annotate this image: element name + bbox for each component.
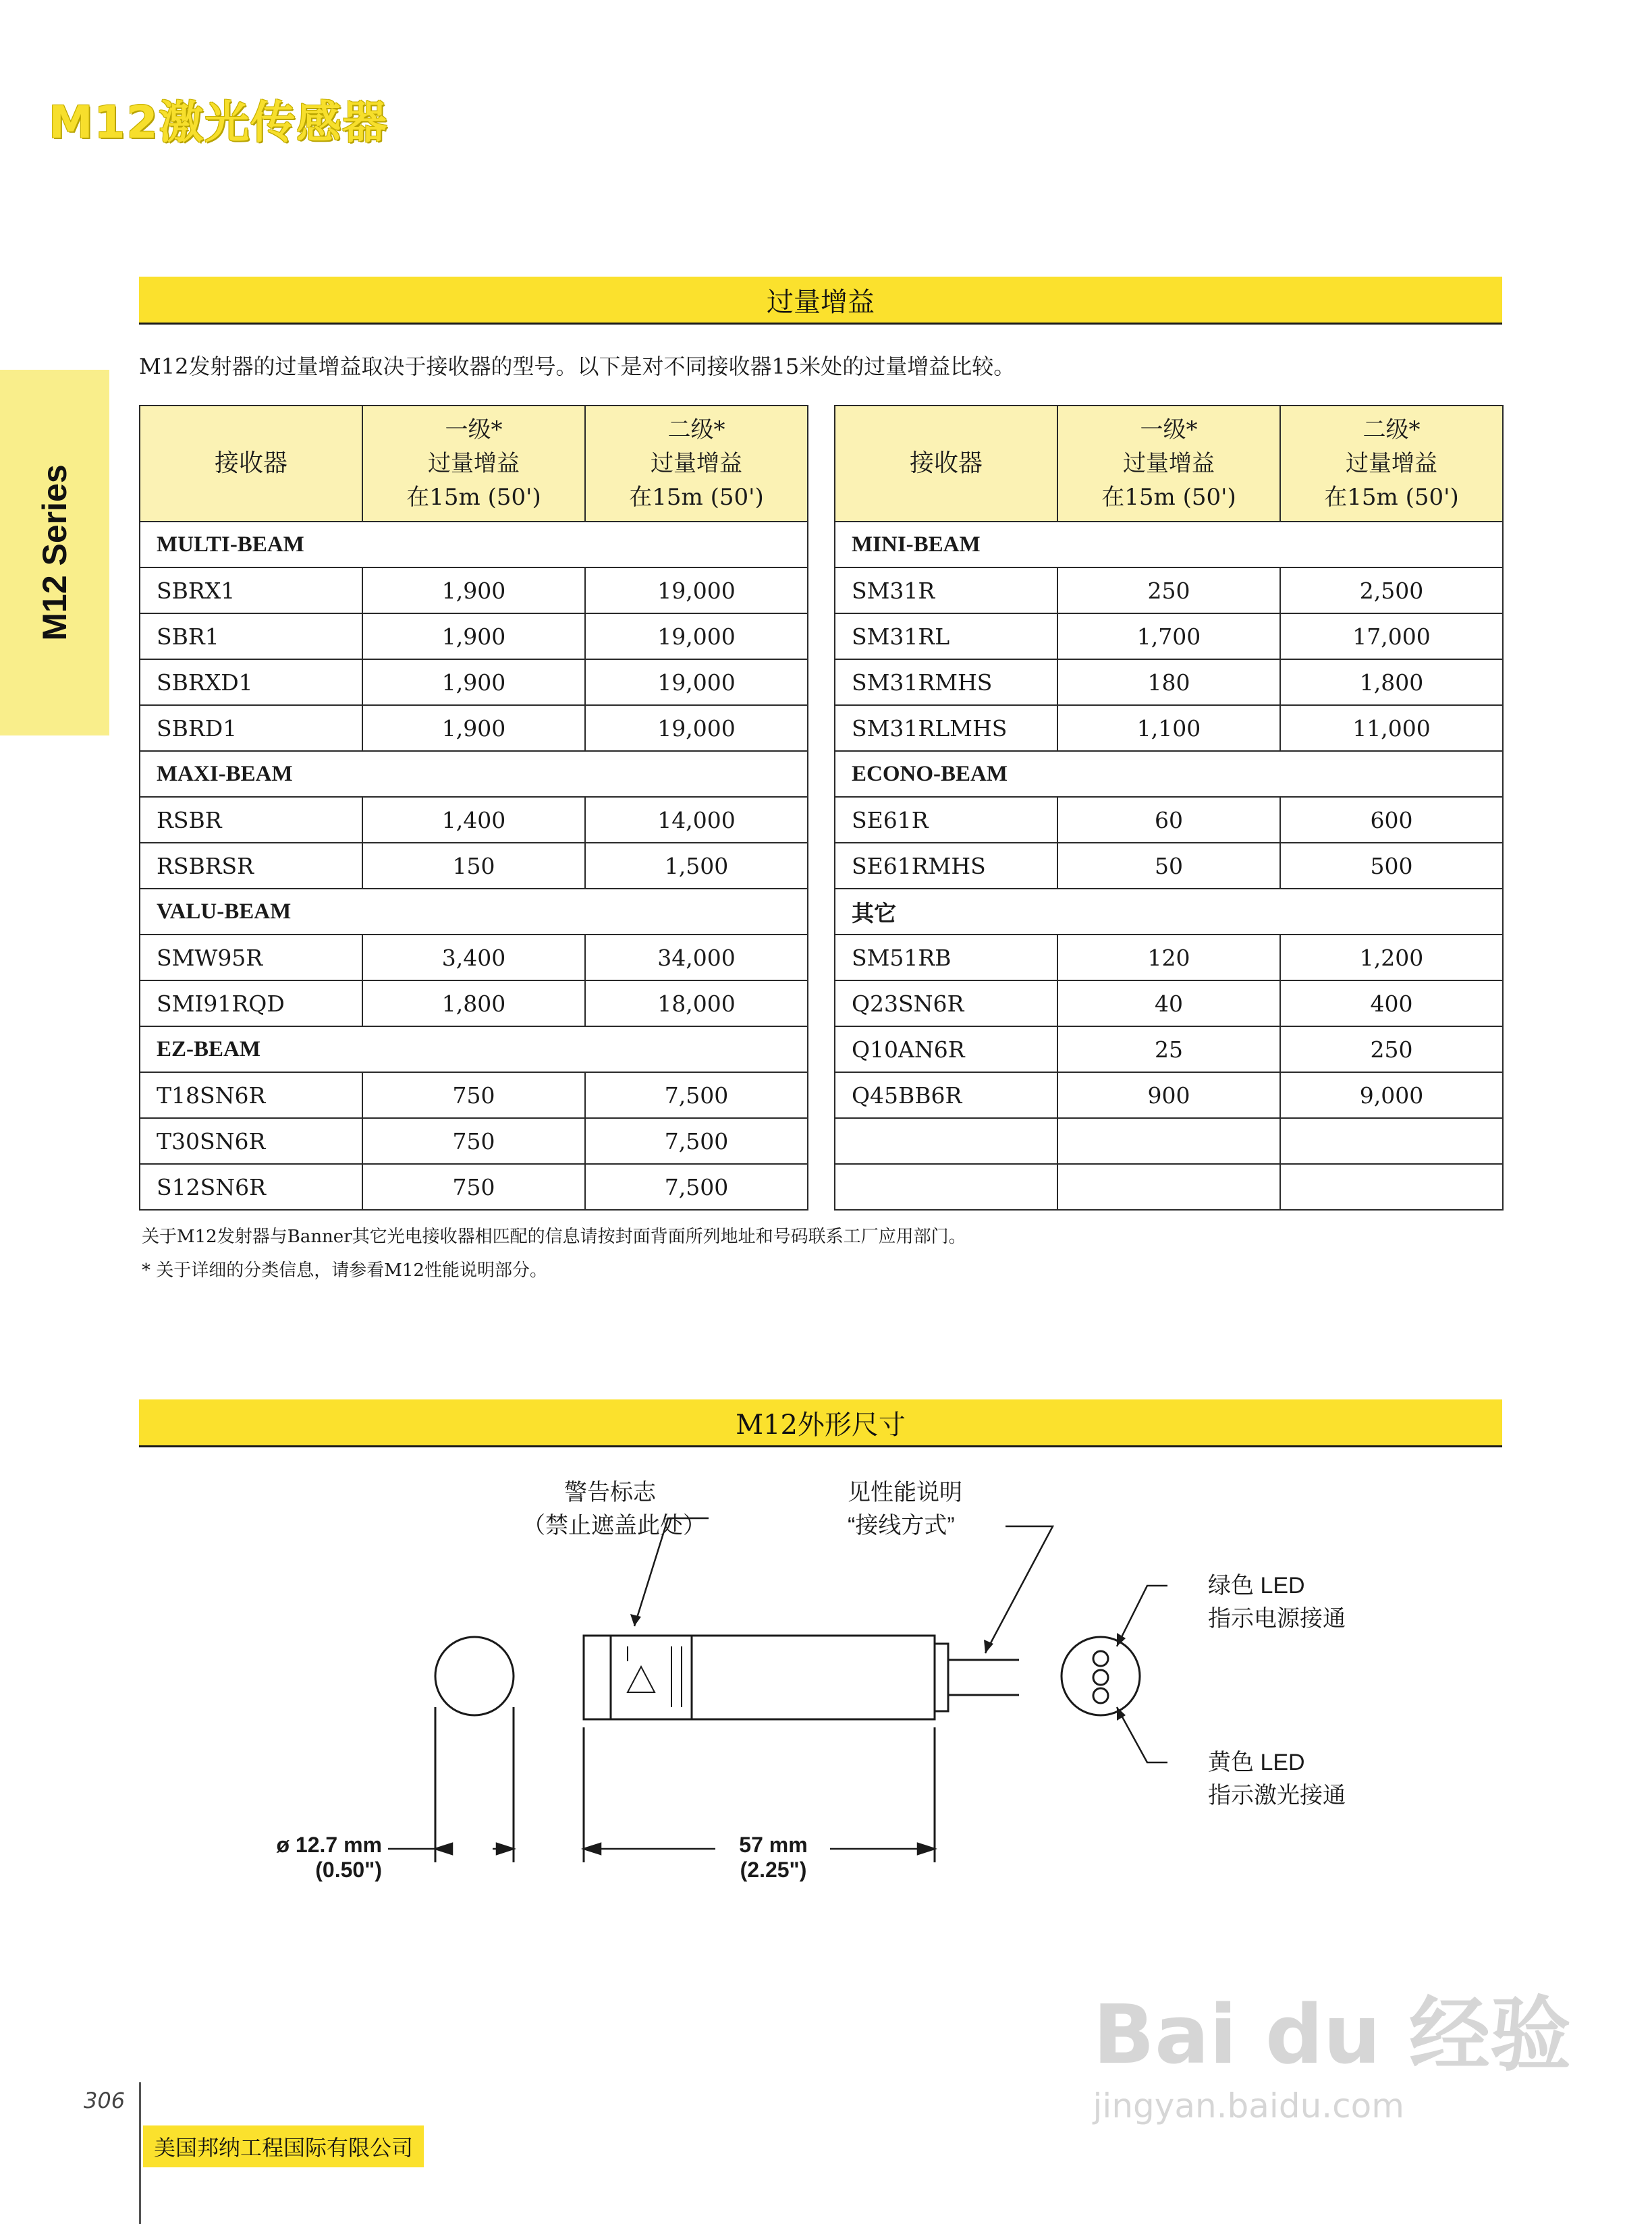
watermark-brand: Bai du 经验 bbox=[1093, 1989, 1571, 2082]
length-dimension bbox=[719, 1833, 827, 1883]
class1-gain-cell: 1,700 bbox=[1057, 613, 1280, 659]
receiver-cell: SM31RL bbox=[835, 613, 1057, 659]
class2-gain-cell: 7,500 bbox=[585, 1072, 808, 1118]
yellow-led-callout-line2: 指示激光接通 bbox=[1208, 1783, 1346, 1808]
page-number: 306 bbox=[84, 2088, 126, 2113]
diameter-imperial: (0.50") bbox=[315, 1858, 382, 1882]
wiring-leader bbox=[985, 1526, 1053, 1653]
class1-gain-cell: 750 bbox=[362, 1164, 585, 1210]
diameter-dimension bbox=[256, 1833, 382, 1883]
length-arrow-right bbox=[918, 1843, 935, 1854]
series-side-tab-label: M12 Series bbox=[36, 464, 74, 641]
class2-header-line3: 在15m (50') bbox=[1324, 484, 1459, 511]
class2-gain-cell: 19,000 bbox=[585, 567, 808, 613]
class1-gain-cell: 120 bbox=[1057, 935, 1280, 980]
group-label: VALU-BEAM bbox=[140, 889, 808, 935]
length-metric: 57 mm bbox=[739, 1833, 808, 1857]
class1-gain-cell: 900 bbox=[1057, 1072, 1280, 1118]
dimensions-section-title: M12外形尺寸 bbox=[139, 1399, 1502, 1447]
diameter-arrow-left bbox=[435, 1843, 452, 1854]
sensor-end-view bbox=[435, 1637, 514, 1715]
watermark-url: jingyan.baidu.com bbox=[1093, 2086, 1404, 2125]
wiring-callout-line1: 见性能说明 bbox=[848, 1480, 962, 1505]
class1-gain-cell: 1,900 bbox=[362, 613, 585, 659]
excess-gain-section-title: 过量增益 bbox=[139, 277, 1502, 325]
group-label: ECONO-BEAM bbox=[835, 751, 1503, 797]
class1-header-line3: 在15m (50') bbox=[1101, 484, 1236, 511]
receiver-cell: Q23SN6R bbox=[835, 980, 1057, 1026]
group-label: MAXI-BEAM bbox=[140, 751, 808, 797]
sensor-body bbox=[584, 1636, 935, 1719]
class1-header-line2: 过量增益 bbox=[428, 450, 520, 477]
warning-label-line1: 警告标志 bbox=[564, 1480, 656, 1505]
class2-gain-cell: 7,500 bbox=[585, 1164, 808, 1210]
group-label: MULTI-BEAM bbox=[140, 522, 808, 567]
class2-gain-cell: 19,000 bbox=[585, 613, 808, 659]
class1-gain-cell: 60 bbox=[1057, 797, 1280, 843]
note-classification: * 关于详细的分类信息，请参看M12性能说明部分。 bbox=[142, 1260, 547, 1281]
class2-gain-cell: 19,000 bbox=[585, 659, 808, 705]
diameter-arrow-right bbox=[497, 1843, 514, 1854]
wiring-callout-line2: “接线方式” bbox=[848, 1513, 955, 1538]
class1-gain-cell: 25 bbox=[1057, 1026, 1280, 1072]
receiver-cell: SE61RMHS bbox=[835, 843, 1057, 889]
class1-gain-cell: 1,400 bbox=[362, 797, 585, 843]
class1-gain-cell: 50 bbox=[1057, 843, 1280, 889]
class2-header-line1: 二级* bbox=[1362, 416, 1421, 443]
class2-header-line1: 二级* bbox=[667, 416, 725, 443]
footer-company: 美国邦纳工程国际有限公司 bbox=[143, 2125, 424, 2167]
receiver-cell: SBRD1 bbox=[140, 705, 362, 751]
class2-header-line2: 过量增益 bbox=[1346, 450, 1437, 477]
class1-gain-cell: 1,100 bbox=[1057, 705, 1280, 751]
receiver-cell: RSBR bbox=[140, 797, 362, 843]
page-title: M12激光传感器 bbox=[49, 96, 389, 148]
receiver-header: 接收器 bbox=[835, 406, 1057, 522]
yellow-led-callout bbox=[1208, 1744, 1346, 1810]
class1-gain-cell: 3,400 bbox=[362, 935, 585, 980]
class2-gain-cell: 2,500 bbox=[1280, 567, 1503, 613]
receiver-header: 接收器 bbox=[140, 406, 362, 522]
receiver-cell: SMW95R bbox=[140, 935, 362, 980]
receiver-cell: Q10AN6R bbox=[835, 1026, 1057, 1072]
receiver-cell: SBRX1 bbox=[140, 567, 362, 613]
warning-label-line2: （禁止遮盖此处） bbox=[522, 1513, 706, 1538]
receiver-cell: S12SN6R bbox=[140, 1164, 362, 1210]
excess-gain-intro: M12发射器的过量增益取决于接收器的型号。以下是对不同接收器15米处的过量增益比较。 bbox=[139, 354, 1016, 379]
warning-label-callout bbox=[522, 1474, 706, 1540]
green-led-callout bbox=[1208, 1567, 1346, 1633]
green-led-callout-line2: 指示电源接通 bbox=[1208, 1606, 1346, 1632]
green-led-callout-line1: 绿色 LED bbox=[1208, 1573, 1305, 1598]
class1-gain-cell: 40 bbox=[1057, 980, 1280, 1026]
class2-gain-cell: 17,000 bbox=[1280, 613, 1503, 659]
wiring-callout bbox=[848, 1474, 1023, 1540]
class2-header-line2: 过量增益 bbox=[651, 450, 742, 477]
class1-gain-cell: 1,800 bbox=[362, 980, 585, 1026]
receiver-cell: T18SN6R bbox=[140, 1072, 362, 1118]
class1-header-line1: 一级* bbox=[445, 416, 503, 443]
class2-gain-cell: 250 bbox=[1280, 1026, 1503, 1072]
group-label: MINI-BEAM bbox=[835, 522, 1503, 567]
class2-gain-cell: 34,000 bbox=[585, 935, 808, 980]
length-arrow-left bbox=[584, 1843, 601, 1854]
cable-gland bbox=[935, 1644, 948, 1711]
receiver-cell: SBR1 bbox=[140, 613, 362, 659]
class2-gain-cell: 19,000 bbox=[585, 705, 808, 751]
class2-gain-cell: 7,500 bbox=[585, 1118, 808, 1164]
receiver-cell: SM31R bbox=[835, 567, 1057, 613]
receiver-cell: SM31RMHS bbox=[835, 659, 1057, 705]
class2-header-line3: 在15m (50') bbox=[629, 484, 764, 511]
class2-gain-cell: 11,000 bbox=[1280, 705, 1503, 751]
class2-gain-cell: 1,200 bbox=[1280, 935, 1503, 980]
note-compatibility: 关于M12发射器与Banner其它光电接收器相匹配的信息请按封面背面所列地址和号码联系工厂应用部门。 bbox=[142, 1227, 966, 1247]
receiver-cell: SM51RB bbox=[835, 935, 1057, 980]
footer-rule bbox=[139, 2082, 141, 2224]
class2-gain-cell: 1,800 bbox=[1280, 659, 1503, 705]
class1-header-line2: 过量增益 bbox=[1123, 450, 1215, 477]
length-imperial: (2.25") bbox=[740, 1858, 807, 1882]
class2-gain-cell: 500 bbox=[1280, 843, 1503, 889]
yellow-led-callout-line1: 黄色 LED bbox=[1208, 1750, 1305, 1775]
class2-gain-cell: 400 bbox=[1280, 980, 1503, 1026]
class2-gain-cell: 1,500 bbox=[585, 843, 808, 889]
class1-gain-cell: 1,900 bbox=[362, 705, 585, 751]
receiver-cell: SE61R bbox=[835, 797, 1057, 843]
receiver-cell: SM31RLMHS bbox=[835, 705, 1057, 751]
class1-gain-cell: 750 bbox=[362, 1072, 585, 1118]
diameter-metric: ø 12.7 mm bbox=[276, 1833, 382, 1857]
class1-gain-cell: 180 bbox=[1057, 659, 1280, 705]
receiver-cell: SBRXD1 bbox=[140, 659, 362, 705]
class1-gain-cell: 150 bbox=[362, 843, 585, 889]
class2-gain-cell: 18,000 bbox=[585, 980, 808, 1026]
class2-gain-cell: 9,000 bbox=[1280, 1072, 1503, 1118]
class1-gain-cell: 1,900 bbox=[362, 659, 585, 705]
class1-gain-cell: 250 bbox=[1057, 567, 1280, 613]
group-label: 其它 bbox=[835, 889, 1503, 935]
class1-header-line3: 在15m (50') bbox=[406, 484, 541, 511]
class1-header-line1: 一级* bbox=[1140, 416, 1198, 443]
receiver-cell: RSBRSR bbox=[140, 843, 362, 889]
class1-gain-cell: 750 bbox=[362, 1118, 585, 1164]
class1-gain-cell: 1,900 bbox=[362, 567, 585, 613]
baidu-watermark bbox=[1093, 1970, 1571, 2125]
receiver-cell: T30SN6R bbox=[140, 1118, 362, 1164]
group-label: EZ-BEAM bbox=[140, 1026, 808, 1072]
receiver-cell: SMI91RQD bbox=[140, 980, 362, 1026]
green-led-leader bbox=[1117, 1586, 1167, 1646]
receiver-cell: Q45BB6R bbox=[835, 1072, 1057, 1118]
class2-gain-cell: 14,000 bbox=[585, 797, 808, 843]
class2-gain-cell: 600 bbox=[1280, 797, 1503, 843]
